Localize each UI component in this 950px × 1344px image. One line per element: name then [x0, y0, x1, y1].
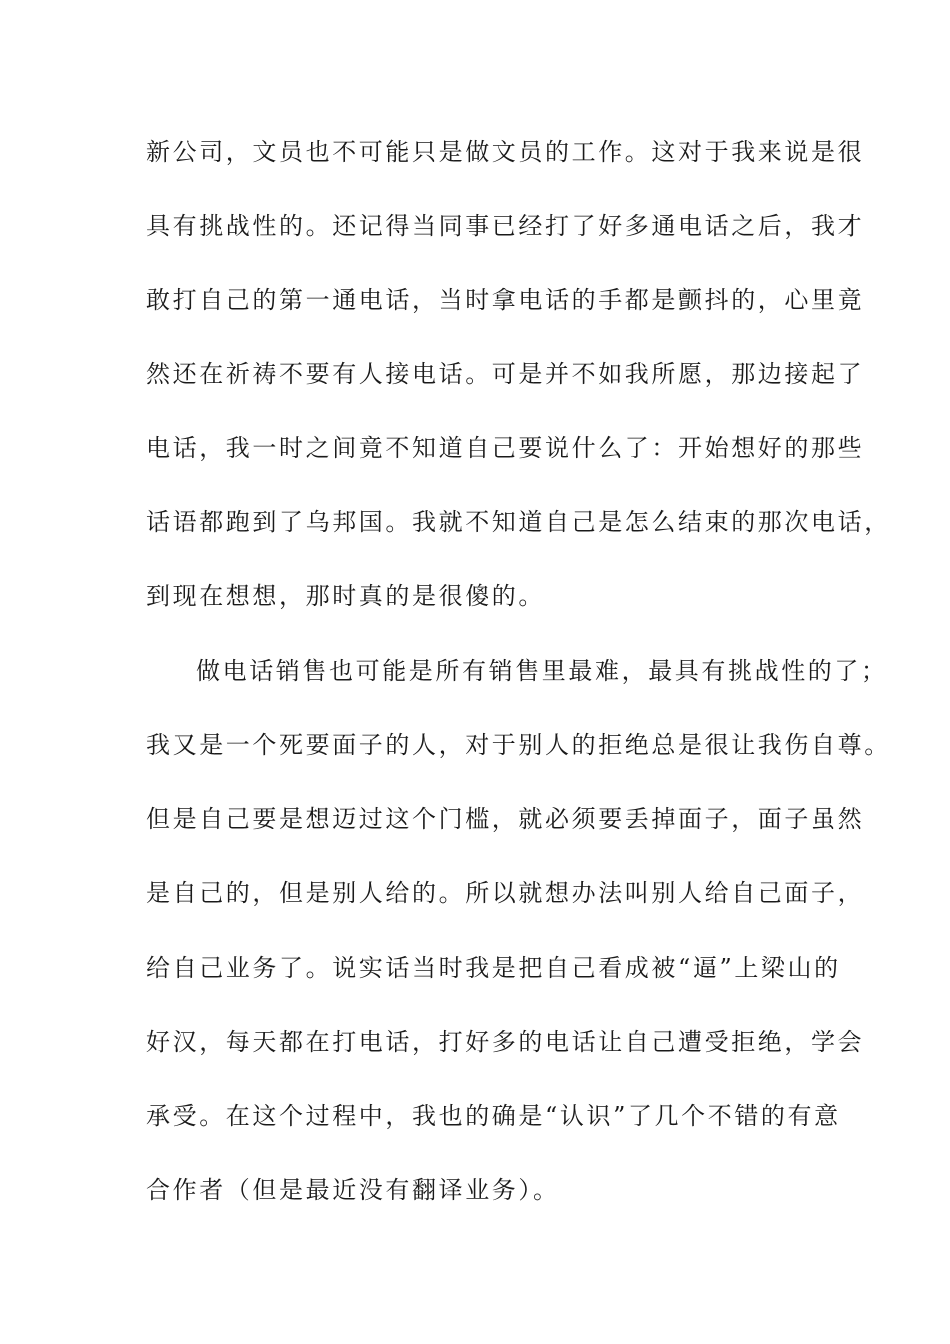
text-line: 到现在想想，那时真的是很傻的。	[146, 582, 545, 610]
text-line: 好汉，每天都在打电话，打好多的电话让自己遭受拒绝，学会	[146, 1028, 865, 1056]
paragraph-first-line: 做电话销售也可能是所有销售里最难，最具有挑战性的了；	[196, 657, 888, 685]
text-line: 但是自己要是想迈过这个门槛，就必须要丢掉面子，面子虽然	[146, 805, 865, 833]
text-line: 我又是一个死要面子的人，对于别人的拒绝总是很让我伤自尊。	[146, 731, 891, 759]
text-line: 具有挑战性的。还记得当同事已经打了好多通电话之后，我才	[146, 212, 865, 240]
text-line: 给自己业务了。说实话当时我是把自己看成被“逼”上梁山的	[146, 954, 841, 982]
text-line: 是自己的，但是别人给的。所以就想办法叫别人给自己面子，	[146, 879, 865, 907]
text-line: 然还在祈祷不要有人接电话。可是并不如我所愿，那边接起了	[146, 360, 865, 388]
text-line: 敢打自己的第一通电话，当时拿电话的手都是颤抖的，心里竟	[146, 286, 865, 314]
text-line: 合作者（但是最近没有翻译业务）。	[146, 1176, 560, 1204]
text-line: 新公司，文员也不可能只是做文员的工作。这对于我来说是很	[146, 138, 865, 166]
text-line: 话语都跑到了乌邦国。我就不知道自己是怎么结束的那次电话，	[146, 508, 891, 536]
text-line: 电话，我一时之间竟不知道自己要说什么了：开始想好的那些	[146, 434, 865, 462]
text-line: 承受。在这个过程中，我也的确是“认识”了几个不错的有意	[146, 1102, 841, 1130]
